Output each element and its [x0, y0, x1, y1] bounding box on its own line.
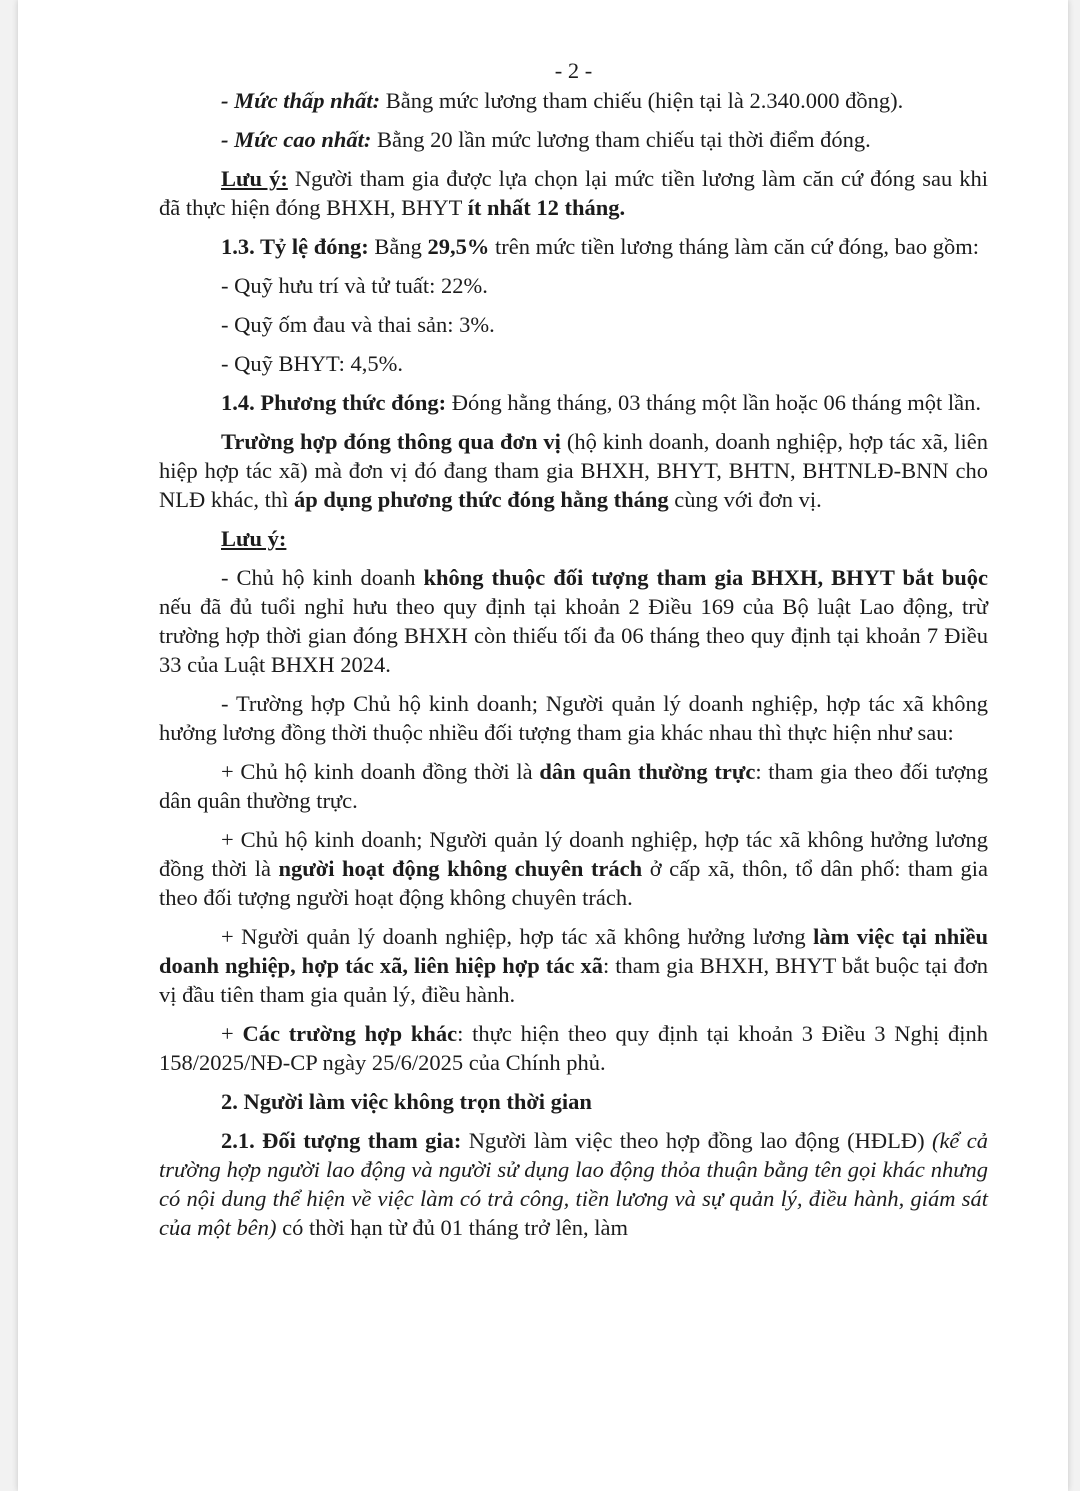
page-number: - 2 - — [554, 58, 593, 83]
page-content — [159, 0, 988, 1242]
section-1-3-contribution-rate: 1.3. Tỷ lệ đóng: Bằng 29,5% trên mức tiền lương tháng làm căn cứ đóng, bao gồm: — [221, 234, 979, 259]
fund-retirement: - Quỹ hưu trí và tử tuất: 22%. — [221, 273, 488, 298]
note-reselect-salary: Lưu ý: Người tham gia được lựa chọn lại mức tiền lương làm căn cứ đóng sau khi đã thực hiện đóng BHXH, BHYT ít nhất 12 tháng. — [159, 166, 988, 220]
document-page — [18, 0, 1068, 1491]
fund-health-insurance: - Quỹ BHYT: 4,5%. — [221, 351, 403, 376]
note-multiple-subjects: - Trường hợp Chủ hộ kinh doanh; Người quản lý doanh nghiệp, hợp tác xã không hưởng lương đồng thời thuộc nhiều đối tượng tham gia khác nhau thì thực hiện như sau: — [159, 691, 988, 745]
section-2-heading: 2. Người làm việc không trọn thời gian — [221, 1089, 592, 1114]
section-1-4-payment-method: 1.4. Phương thức đóng: Đóng hằng tháng, 03 tháng một lần hoặc 06 tháng một lần. — [221, 390, 982, 415]
min-level-line: - Mức thấp nhất: Bằng mức lương tham chiếu (hiện tại là 2.340.000 đồng). — [221, 88, 904, 113]
fund-sickness-maternity: - Quỹ ốm đau và thai sản: 3%. — [221, 312, 495, 337]
case-militia: + Chủ hộ kinh doanh đồng thời là dân quân thường trực: tham gia theo đối tượng dân quân thường trực. — [159, 759, 989, 813]
case-via-unit: Trường hợp đóng thông qua đơn vị (hộ kinh doanh, doanh nghiệp, hợp tác xã, liên hiệp hợp tác xã) mà đơn vị đó đang tham gia BHXH, BHYT, BHTN, BHTNLĐ-BNN cho NLĐ khác, thì áp dụng phương thức đóng hằng tháng cùng với đơn vị. — [159, 429, 988, 512]
max-level-line: - Mức cao nhất: Bằng 20 lần mức lương tham chiếu tại thời điểm đóng. — [221, 127, 871, 152]
case-other: + Các trường hợp khác: thực hiện theo quy định tại khoản 3 Điều 3 Nghị định 158/2025/NĐ-CP ngày 25/6/2025 của Chính phủ. — [159, 1021, 989, 1075]
note-heading: Lưu ý: — [221, 526, 287, 551]
case-multiple-enterprises: + Người quản lý doanh nghiệp, hợp tác xã không hưởng lương làm việc tại nhiều doanh nghiệp, hợp tác xã, liên hiệp hợp tác xã: tham gia BHXH, BHYT bắt buộc tại đơn vị đầu tiên tham gia quản lý, điều hành. — [159, 924, 989, 1007]
section-2-1-participants: 2.1. Đối tượng tham gia: Người làm việc theo hợp đồng lao động (HĐLĐ) (kể cả trường hợp người lao động và người sử dụng lao động thỏa thuận bằng tên gọi khác nhưng có nội dung thể hiện về việc làm có trả công, tiền lương và sự quản lý, điều hành, giám sát của một bên) có thời hạn từ đủ 01 tháng trở lên, làm — [159, 1128, 989, 1240]
note-household-owner: - Chủ hộ kinh doanh không thuộc đối tượng tham gia BHXH, BHYT bắt buộc nếu đã đủ tuổi nghỉ hưu theo quy định tại khoản 2 Điều 169 của Bộ luật Lao động, trừ trường hợp thời gian đóng BHXH còn thiếu tối đa 06 tháng theo quy định tại khoản 7 Điều 33 của Luật BHXH 2024. — [159, 565, 988, 677]
case-part-time-officer: + Chủ hộ kinh doanh; Người quản lý doanh nghiệp, hợp tác xã không hưởng lương đồng thời là người hoạt động không chuyên trách ở cấp xã, thôn, tổ dân phố: tham gia theo đối tượng người hoạt động không chuyên trách. — [159, 827, 989, 910]
